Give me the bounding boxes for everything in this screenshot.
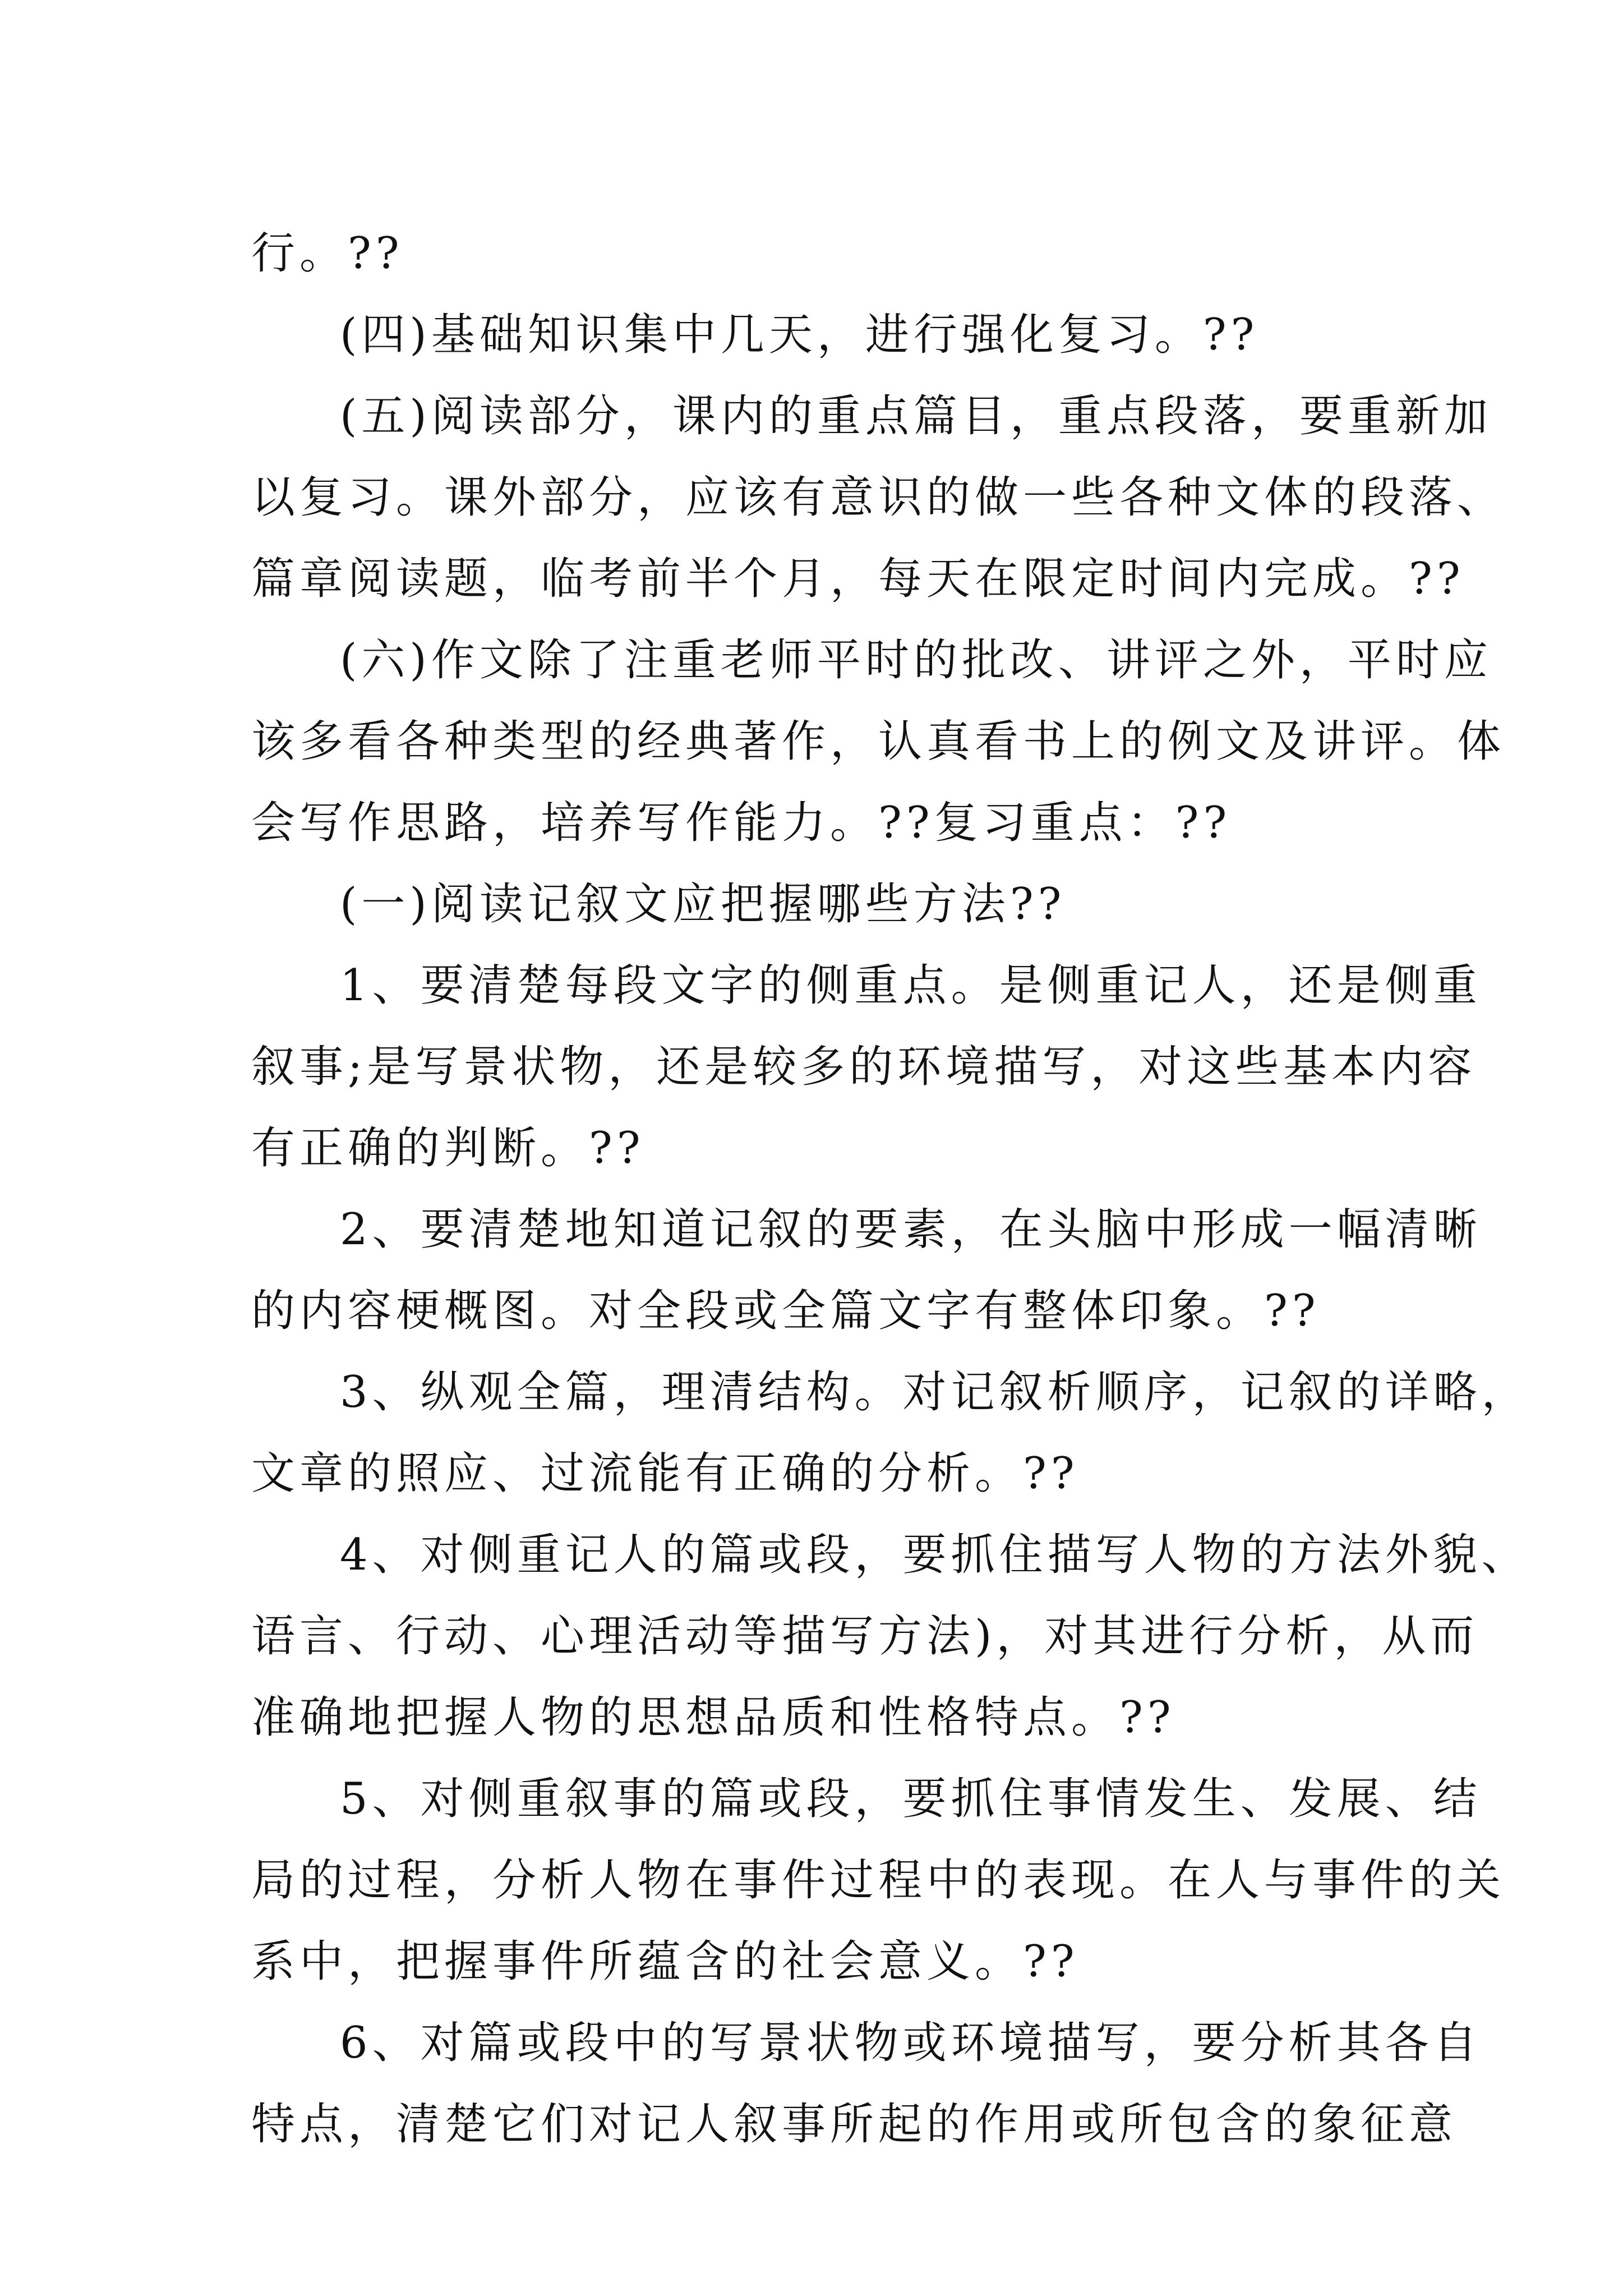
text-line: 该多看各种类型的经典著作，认真看书上的例文及讲评。体 bbox=[251, 716, 1506, 767]
text-line: 有正确的判断。?? bbox=[251, 1123, 645, 1174]
text-line: 1、要清楚每段文字的侧重点。是侧重记人，还是侧重 bbox=[340, 960, 1482, 1011]
text-line: (六)作文除了注重老师平时的批改、讲评之外，平时应 bbox=[340, 635, 1492, 685]
text-line: 文章的照应、过流能有正确的分析。?? bbox=[251, 1448, 1079, 1499]
text-line: 局的过程，分析人物在事件过程中的表现。在人与事件的关 bbox=[251, 1855, 1506, 1906]
text-line: 3、纵观全篇，理清结构。对记叙析顺序，记叙的详略， bbox=[340, 1367, 1530, 1418]
text-line: 的内容梗概图。对全段或全篇文字有整体印象。?? bbox=[251, 1286, 1320, 1336]
text-line: 系中，把握事件所蕴含的社会意义。?? bbox=[251, 1936, 1079, 1987]
text-line: 以复习。课外部分，应该有意识的做一些各种文体的段落、 bbox=[251, 472, 1506, 523]
text-line: 叙事;是写景状物，还是较多的环境描写，对这些基本内容 bbox=[251, 1042, 1477, 1092]
text-line: 语言、行动、心理活动等描写方法)，对其进行分析，从而 bbox=[251, 1611, 1479, 1662]
text-line: 5、对侧重叙事的篇或段，要抓住事情发生、发展、结 bbox=[340, 1774, 1482, 1824]
text-line: 行。?? bbox=[251, 228, 404, 279]
text-line: (五)阅读部分，课内的重点篇目，重点段落，要重新加 bbox=[340, 391, 1492, 441]
text-line: 6、对篇或段中的写景状物或环境描写，要分析其各自 bbox=[340, 2018, 1482, 2068]
text-line: (四)基础知识集中几天，进行强化复习。?? bbox=[340, 310, 1259, 360]
text-line: 篇章阅读题，临考前半个月，每天在限定时间内完成。?? bbox=[251, 554, 1465, 604]
text-line: 会写作思路，培养写作能力。??复习重点：?? bbox=[251, 798, 1232, 848]
document-body bbox=[251, 213, 1530, 2165]
text-line: 2、要清楚地知道记叙的要素，在头脑中形成一幅清晰 bbox=[340, 1204, 1482, 1255]
text-line: (一)阅读记叙文应把握哪些方法?? bbox=[340, 879, 1066, 930]
text-line: 4、对侧重记人的篇或段，要抓住描写人物的方法外貌、 bbox=[340, 1530, 1530, 1580]
text-line: 准确地把握人物的思想品质和性格特点。?? bbox=[251, 1692, 1175, 1743]
text-line: 特点，清楚它们对记人叙事所起的作用或所包含的象征意 bbox=[251, 2099, 1458, 2150]
